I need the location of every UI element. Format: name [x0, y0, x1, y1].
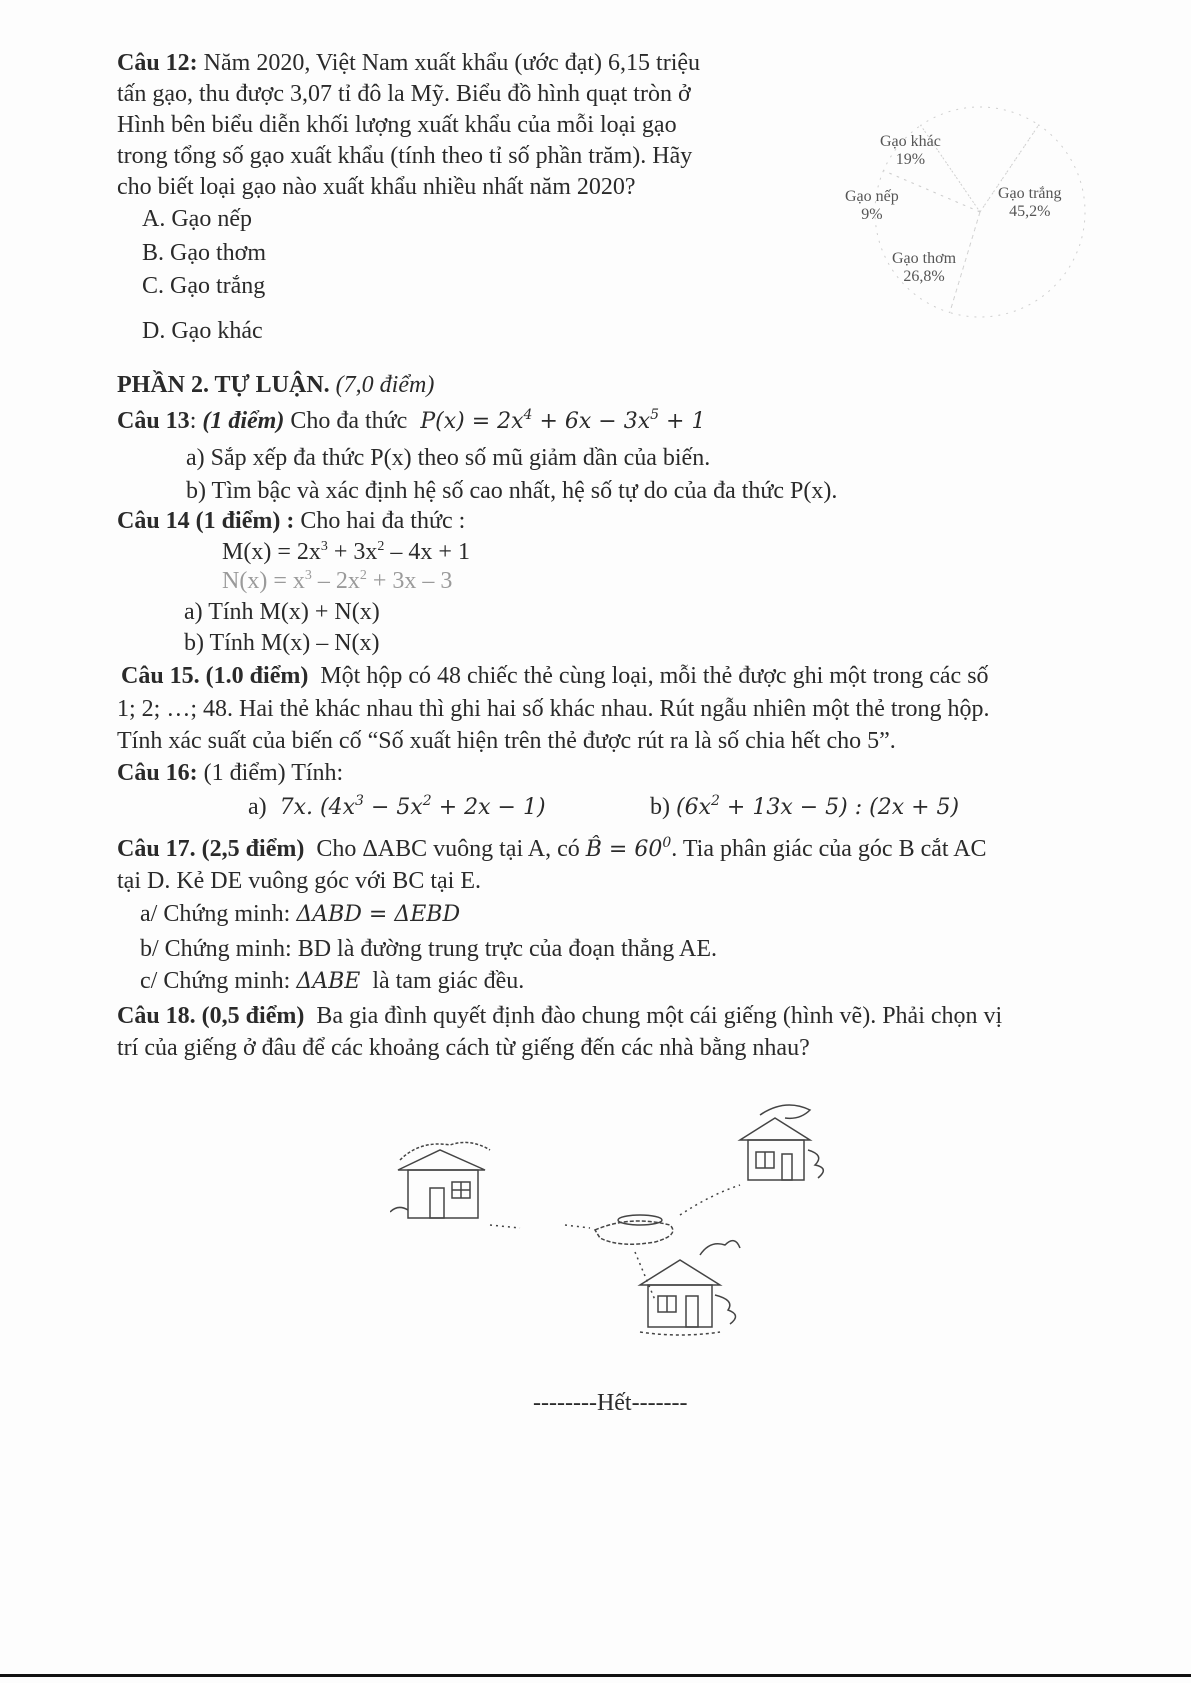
pie-val-gao-khac: 19%: [895, 151, 926, 168]
q17-line-1: [117, 834, 987, 865]
pie-val-gao-trang: 45,2%: [1009, 203, 1051, 220]
q12-option-a: A. Gạo nếp: [142, 206, 252, 232]
end-marker: --------Hết-------: [533, 1390, 688, 1416]
pie-label-gao-trang: [998, 185, 1062, 221]
q12-line-2: tấn gạo, thu được 3,07 tỉ đô la Mỹ. Biểu đồ hình quạt tròn ở: [117, 81, 691, 107]
house-top-right-icon: [680, 1105, 823, 1215]
well-icon: [565, 1215, 673, 1300]
q15-line-3: Tính xác suất của biến cố “Số xuất hiện trên thẻ được rút ra là số chia hết cho 5”.: [117, 728, 896, 754]
q17-text-pre: Cho ΔABC vuông tại A, có: [316, 836, 580, 862]
q16-part-a: [248, 792, 546, 823]
house-bottom-icon: [640, 1241, 740, 1335]
q15-line-2: 1; 2; …; 48. Hai thẻ khác nhau thì ghi hai số khác nhau. Rút ngẫu nhiên một thẻ trong hộp.: [117, 696, 990, 722]
pie-label-gao-nep: [845, 188, 899, 224]
pie-cat-gao-nep: Gạo nếp: [845, 188, 899, 205]
q12-line-1: [117, 48, 700, 78]
q17-angle-b: B̂ = $60^0$: [585, 835, 672, 862]
pie-label-gao-khac: [880, 133, 941, 169]
q12-option-d: D. Gạo khác: [142, 318, 263, 344]
q16-line: [117, 758, 343, 788]
q12-text-1: Năm 2020, Việt Nam xuất khẩu (ước đạt) 6,15 triệu: [203, 50, 701, 76]
house-left-icon: [390, 1142, 520, 1228]
q17-c-expression: ΔABE: [296, 969, 361, 994]
page-bottom-rule: [0, 1674, 1191, 1677]
q14-label: Câu 14 (1 điểm) :: [117, 508, 295, 534]
houses-and-well-illustration: [390, 1100, 910, 1340]
q13-line: [117, 406, 705, 437]
q16-a-label: a): [248, 794, 267, 820]
q12-option-c: C. Gạo trắng: [142, 273, 266, 299]
part2-title: PHẦN 2. TỰ LUẬN.: [117, 372, 330, 398]
pie-val-gao-thom: 26,8%: [903, 268, 945, 285]
q13-label: Câu 13: [117, 408, 190, 434]
pie-label-gao-thom: [892, 250, 956, 286]
q12-label: Câu 12:: [117, 50, 198, 76]
q17-c-pre: c/ Chứng minh:: [140, 968, 291, 994]
pie-cat-gao-trang: Gạo trắng: [998, 185, 1062, 202]
pie-val-gao-nep: 9%: [861, 206, 883, 223]
q17-part-a: [140, 899, 460, 930]
q14-intro: Cho hai đa thức :: [300, 508, 466, 534]
q12-line-4: trong tổng số gạo xuất khẩu (tính theo tỉ số phần trăm). Hãy: [117, 143, 693, 169]
q15-line-1: [121, 661, 989, 691]
q14-part-a: a) Tính M(x) + N(x): [184, 599, 380, 625]
q18-text-1: Ba gia đình quyết định đào chung một cái giếng (hình vẽ). Phải chọn vị: [316, 1003, 1003, 1029]
q14-part-b: b) Tính M(x) – N(x): [184, 630, 380, 656]
q13-points: (1 điểm): [202, 408, 285, 434]
q12-option-b: B. Gạo thơm: [142, 240, 267, 266]
pie-cat-gao-khac: Gạo khác: [880, 133, 941, 150]
q14-poly-m: $M(x) = 2x^3 + 3x^2 - 4x + 1$: [222, 539, 470, 565]
q12-line-5: cho biết loại gạo nào xuất khẩu nhiều nhất năm 2020?: [117, 174, 636, 200]
q13-colon: :: [189, 408, 197, 434]
q16-b-expression: $(6x^2 + 13x - 5)$ : (2x + 5): [676, 793, 960, 820]
q17-part-c: [140, 966, 524, 997]
q13-polynomial: $P(x) = 2x^4 + 6x - 3x^5 + 1$: [413, 407, 706, 434]
pie-cat-gao-thom: Gạo thơm: [892, 250, 957, 267]
q17-part-b: b/ Chứng minh: BD là đường trung trực của đoạn thẳng AE.: [140, 936, 717, 962]
q16-part-b: [650, 792, 959, 823]
q18-line-1: [117, 1001, 1002, 1031]
q15-text-1: Một hộp có 48 chiếc thẻ cùng loại, mỗi thẻ được ghi một trong các số: [320, 663, 989, 689]
q16-intro: (1 điểm) Tính:: [203, 760, 344, 786]
q17-text-post: . Tia phân giác của góc B cắt AC: [671, 836, 987, 862]
q16-a-expression: 7x. $(4x^3 - 5x^2 + 2x - 1)$: [272, 793, 546, 820]
q16-b-label: b): [650, 794, 670, 820]
q14-line: [117, 506, 465, 536]
q12-line-3: Hình bên biểu diễn khối lượng xuất khẩu của mỗi loại gạo: [117, 112, 677, 138]
part2-heading: [117, 370, 434, 400]
q17-line-2: tại D. Kẻ DE vuông góc với BC tại E.: [117, 868, 481, 894]
q17-a-text: a/ Chứng minh:: [140, 901, 291, 927]
q18-label: Câu 18. (0,5 điểm): [117, 1003, 305, 1029]
q13-part-b: b) Tìm bậc và xác định hệ số cao nhất, hệ số tự do của đa thức P(x).: [186, 478, 838, 504]
q16-label: Câu 16:: [117, 760, 198, 786]
q14-poly-n: $N(x) = x^3 - 2x^2 + 3x - 3$: [222, 568, 453, 594]
q15-label: Câu 15. (1.0 điểm): [121, 663, 309, 689]
part2-points: (7,0 điểm): [335, 372, 435, 398]
q17-c-post: là tam giác đều.: [372, 968, 525, 994]
q13-part-a: a) Sắp xếp đa thức P(x) theo số mũ giảm dần của biến.: [186, 445, 711, 471]
q17-a-expression: ΔABD = ΔEBD: [296, 902, 461, 927]
q13-intro: Cho đa thức: [290, 408, 408, 434]
q18-line-2: trí của giếng ở đâu để các khoảng cách từ giếng đến các nhà bằng nhau?: [117, 1035, 810, 1061]
q17-label: Câu 17. (2,5 điểm): [117, 836, 305, 862]
